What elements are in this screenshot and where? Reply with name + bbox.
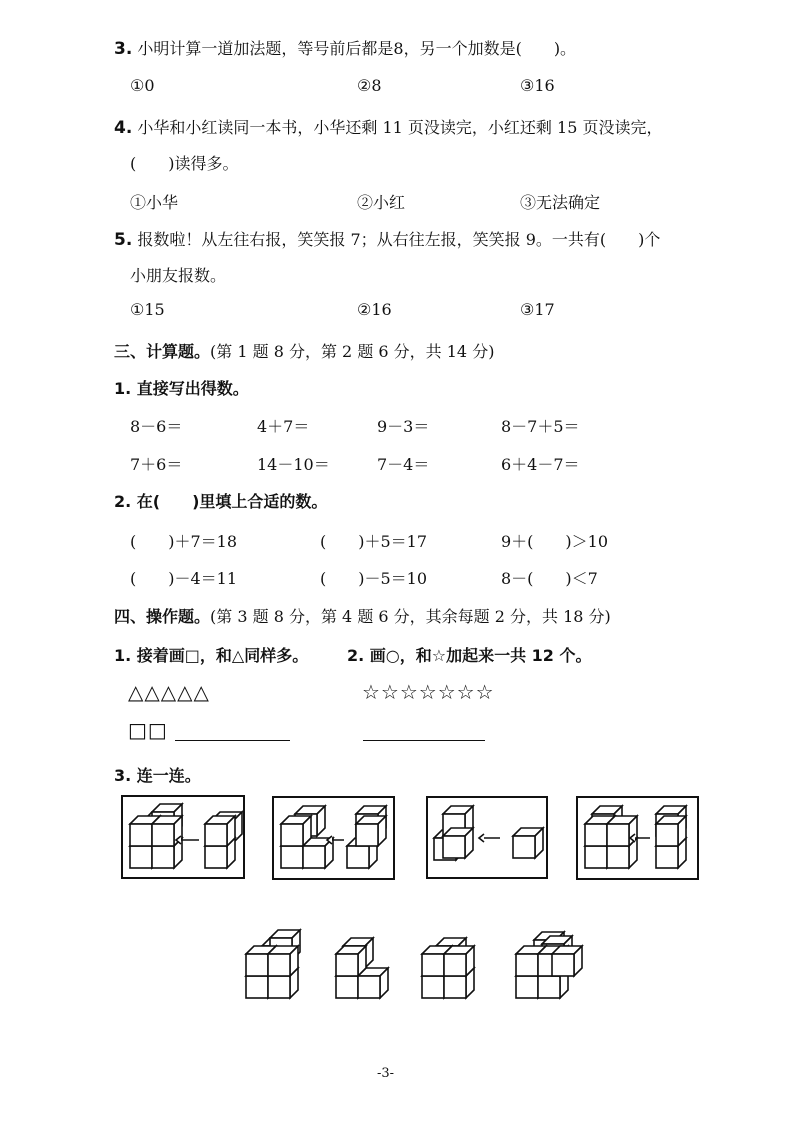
squares-row: □□: [128, 718, 168, 742]
bottom-figure-1: [246, 930, 300, 998]
section-3-sub2: 2. 在( )里填上合适的数。: [114, 492, 328, 511]
triangles-row: △△△△△: [128, 680, 210, 704]
match-box-3[interactable]: [426, 796, 548, 879]
question-4: [114, 115, 662, 138]
question-5-line2: 小朋友报数。: [130, 266, 227, 285]
question-text: 小明计算一道加法题，等号前后都是8，另一个加数是( )。: [137, 39, 577, 58]
bottom-figure-2: [336, 938, 388, 998]
fill-1-1: ( )＋7＝18: [130, 532, 238, 551]
question-number: 5.: [114, 230, 133, 250]
calc-2-3: 7－4＝: [377, 455, 430, 474]
fill-2-1: ( )－4＝11: [130, 569, 238, 588]
fill-1-2: ( )＋5＝17: [320, 532, 428, 551]
answer-line-circles[interactable]: [363, 740, 485, 741]
bottom-figure-4: [516, 932, 582, 998]
q5-option-1: ①15: [130, 300, 165, 319]
question-number: 3.: [114, 39, 133, 59]
calc-2-1: 7＋6＝: [130, 455, 183, 474]
section-4-sub3: 3. 连一连。: [114, 766, 201, 785]
match-box-2[interactable]: [272, 796, 395, 880]
section-note: (第 1 题 8 分，第 2 题 6 分，共 14 分): [210, 342, 495, 361]
calc-1-1: 8－6＝: [130, 417, 183, 436]
section-4-sub2: 2. 画○，和☆加起来一共 12 个。: [347, 646, 592, 665]
question-text: 小华和小红读同一本书，小华还剩 11 页没读完，小红还剩 15 页没读完，: [137, 118, 663, 137]
match-box-1[interactable]: [121, 795, 245, 879]
section-3-heading: [114, 339, 494, 362]
stars-row: ☆☆☆☆☆☆☆: [362, 680, 495, 704]
q3-option-1: ①0: [130, 76, 155, 95]
question-4-line2: ( )读得多。: [130, 154, 239, 173]
question-number: 4.: [114, 118, 133, 138]
page-number: -3-: [377, 1066, 395, 1081]
section-4-sub1: 1. 接着画□，和△同样多。: [114, 646, 309, 665]
section-title: 三、计算题。: [114, 342, 211, 361]
q3-option-3: ③16: [520, 76, 555, 95]
calc-1-3: 9－3＝: [377, 417, 430, 436]
section-title: 四、操作题。: [114, 607, 211, 626]
q5-option-3: ③17: [520, 300, 555, 319]
fill-2-2: ( )－5＝10: [320, 569, 428, 588]
fill-1-3: 9＋( )＞10: [501, 532, 609, 551]
fill-2-3: 8－( )＜7: [501, 569, 598, 588]
question-3: [114, 36, 576, 59]
section-4-heading: [114, 604, 611, 627]
q4-option-3: ③无法确定: [520, 193, 601, 212]
q3-option-2: ②8: [357, 76, 382, 95]
question-text: 报数啦！从左往右报，笑笑报 7；从右往左报，笑笑报 9。一共有( )个: [137, 230, 661, 249]
answer-line-squares[interactable]: [175, 740, 290, 741]
calc-1-2: 4＋7＝: [257, 417, 310, 436]
bottom-figure-3: [422, 938, 474, 998]
calc-2-4: 6＋4－7＝: [501, 455, 580, 474]
calc-2-2: 14－10＝: [257, 455, 330, 474]
section-note: (第 3 题 8 分，第 4 题 6 分，其余每题 2 分，共 18 分): [210, 607, 611, 626]
section-3-sub1: 1. 直接写出得数。: [114, 379, 249, 398]
q4-option-1: ①小华: [130, 193, 179, 212]
match-box-4[interactable]: [576, 796, 699, 880]
q4-option-2: ②小红: [357, 193, 406, 212]
question-5: [114, 227, 660, 250]
q5-option-2: ②16: [357, 300, 392, 319]
calc-1-4: 8－7＋5＝: [501, 417, 580, 436]
